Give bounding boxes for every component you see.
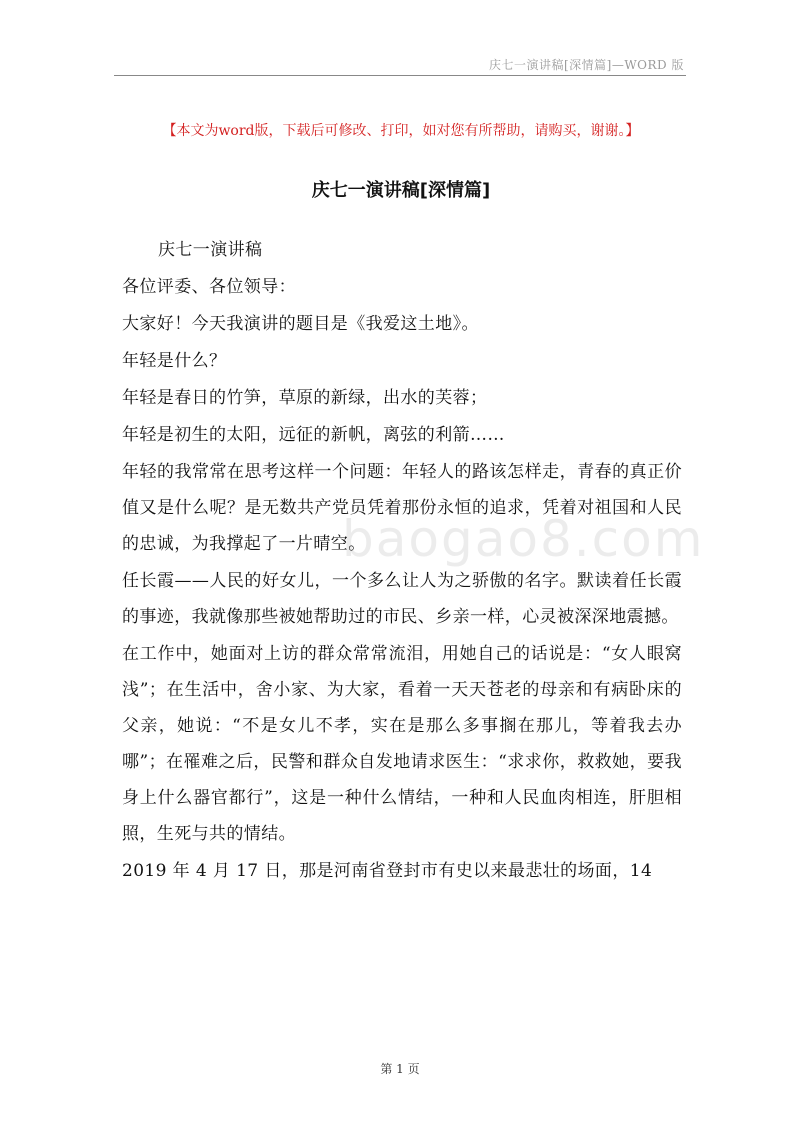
paragraph: 任长霞——人民的好女儿，一个多么让人为之骄傲的名字。默读着任长霞的事迹，我就像那些被她帮助过的市民、乡亲一样，心灵被深深地震撼。	[122, 571, 682, 627]
paragraph: 各位评委、各位领导：	[122, 277, 296, 297]
document-body	[122, 232, 682, 890]
header-divider	[114, 75, 686, 76]
paragraph: 年轻是初生的太阳，远征的新帆，离弦的利箭……	[122, 425, 505, 445]
page-number: 第 1 页	[380, 1062, 420, 1076]
document-title: 庆七一演讲稿[深情篇]	[311, 180, 491, 201]
paragraph: 在工作中，她面对上访的群众常常流泪，用她自己的话说是：“女人眼窝浅”；在生活中，舍小家、为大家，看着一天天苍老的母亲和有病卧床的父亲，她说：“不是女儿不孝，实在是那么多事搁在那儿，等着我去办哪”；在罹难之后，民警和群众自发地请求医生：“求求你，救救她，要我身上什么器官都行”，这是一种什么情结，一种和人民血肉相连，肝胆相照，生死与共的情结。	[122, 644, 682, 844]
paragraph: 年轻是什么？	[122, 351, 227, 371]
watermark-text: baogao8.com	[342, 510, 705, 568]
paragraph: 年轻的我常常在思考这样一个问题：年轻人的路该怎样走，青春的真正价值又是什么呢？是无数共产党员凭着那份永恒的追求，凭着对祖国和人民的忠诚，为我撑起了一片晴空。	[122, 462, 682, 554]
paragraph: 2019 年 4 月 17 日，那是河南省登封市有史以来最悲壮的场面，14	[122, 861, 653, 881]
paragraph-subtitle: 庆七一演讲稿	[158, 240, 263, 260]
running-header: 庆七一演讲稿[深情篇]—WORD 版	[488, 58, 684, 72]
paragraph: 大家好！今天我演讲的题目是《我爱这土地》。	[122, 314, 479, 334]
paragraph: 年轻是春日的竹笋，草原的新绿，出水的芙蓉；	[122, 388, 488, 408]
purchase-notice: 【本文为word版，下载后可修改、打印，如对您有所帮助，请购买，谢谢。】	[162, 123, 640, 139]
